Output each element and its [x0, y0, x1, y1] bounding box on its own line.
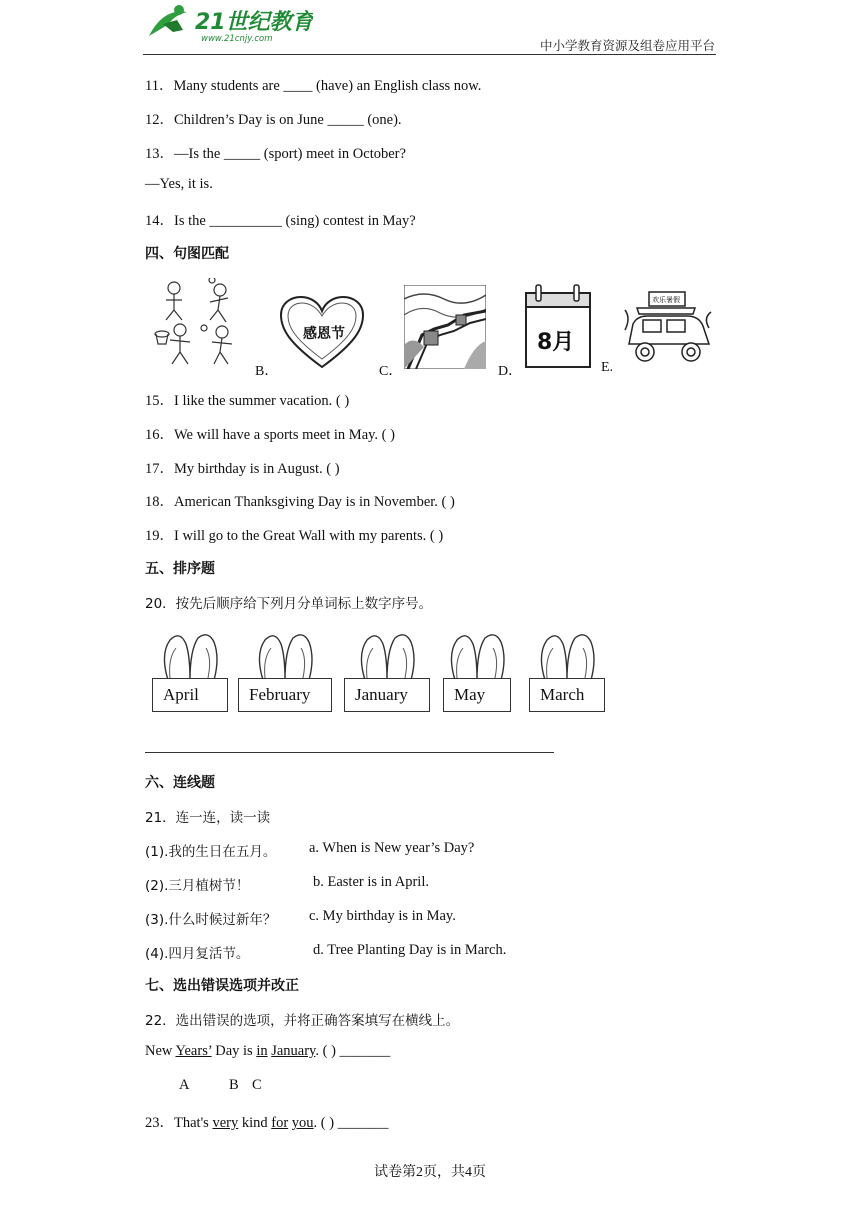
section-6-title: 六、连线题 — [145, 775, 215, 791]
bunny-ears-icon — [529, 630, 605, 682]
site-logo — [143, 2, 313, 46]
question-17: 17．My birthday is in August. ( ) — [145, 461, 340, 477]
option-b: B — [229, 1077, 239, 1093]
bunny-ears-icon — [443, 630, 511, 682]
calendar-august-image — [524, 283, 592, 369]
month-card — [443, 630, 511, 716]
month-card — [344, 630, 430, 716]
option-a: A — [179, 1077, 190, 1093]
question-13-answer: —Yes, it is. — [145, 176, 213, 192]
summer-vacation-car-image — [623, 288, 713, 368]
thanksgiving-heart-image — [279, 295, 365, 371]
option-c: C — [252, 1077, 262, 1093]
header-divider — [143, 54, 716, 55]
match-left-4: (4).四月复活节。 — [145, 946, 250, 962]
match-right-b: b. Easter is in April. — [313, 874, 429, 890]
bunny-ears-icon — [238, 630, 332, 682]
match-left-2: (2).三月植树节！ — [145, 878, 250, 894]
month-label: May — [443, 678, 511, 712]
heart-text: 感恩节 — [303, 326, 345, 342]
car-sign-text: 欢乐暑假 — [652, 296, 680, 304]
logo-text: 21世纪教育 — [195, 10, 313, 35]
label-b: B． — [255, 364, 279, 379]
question-20: 20．按先后顺序给下列月分单词标上数字序号。 — [145, 596, 433, 612]
question-19: 19．I will go to the Great Wall with my parents. ( ) — [145, 528, 444, 544]
question-13: 13．—Is the _____ (sport) meet in October? — [145, 146, 406, 162]
month-card — [529, 630, 605, 716]
match-right-d: d. Tree Planting Day is in March. — [313, 942, 507, 958]
great-wall-image — [404, 285, 486, 369]
month-card — [152, 630, 228, 716]
bunny-ears-icon — [152, 630, 228, 682]
sports-kids-image — [152, 278, 240, 370]
question-15: 15．I like the summer vacation. ( ) — [145, 393, 350, 409]
section-7-title: 七、选出错误选项并改正 — [145, 978, 299, 994]
question-22: 22．选出错误的选项，并将正确答案填写在横线上。 — [145, 1013, 460, 1029]
label-e: E. — [601, 360, 614, 375]
logo-url: www.21cnjy.com — [201, 34, 273, 44]
label-c: C． — [379, 364, 403, 379]
question-22-sentence: New Years’ Day is in January. ( ) _______ — [145, 1043, 391, 1059]
platform-name: 中小学教育资源及组卷应用平台 — [539, 38, 715, 53]
question-14: 14．Is the __________ (sing) contest in May? — [145, 213, 416, 229]
question-23: 23．That's very kind for you. ( ) _______ — [145, 1115, 389, 1131]
match-left-1: (1).我的生日在五月。 — [145, 844, 277, 860]
month-label: January — [344, 678, 430, 712]
month-label: February — [238, 678, 332, 712]
answer-line — [145, 752, 554, 753]
match-left-3: (3).什么时候过新年？ — [145, 912, 277, 928]
page-footer: 试卷第2页，共4页 — [374, 1165, 486, 1180]
section-4-title: 四、句图匹配 — [145, 246, 229, 262]
month-label: March — [529, 678, 605, 712]
bunny-ears-icon — [344, 630, 430, 682]
month-card — [238, 630, 332, 716]
section-5-title: 五、排序题 — [145, 561, 215, 577]
question-21: 21．连一连，读一读 — [145, 810, 271, 826]
month-label: April — [152, 678, 228, 712]
question-18: 18．American Thanksgiving Day is in November. ( ) — [145, 494, 455, 510]
calendar-text: 8月 — [537, 330, 575, 355]
match-right-c: c. My birthday is in May. — [309, 908, 456, 924]
label-d: D． — [498, 364, 523, 379]
match-right-a: a. When is New year’s Day? — [309, 840, 475, 856]
question-12: 12．Children’s Day is on June _____ (one). — [145, 112, 402, 128]
question-11: 11．Many students are ____ (have) an English class now. — [145, 78, 482, 94]
question-16: 16．We will have a sports meet in May. ( ) — [145, 427, 395, 443]
